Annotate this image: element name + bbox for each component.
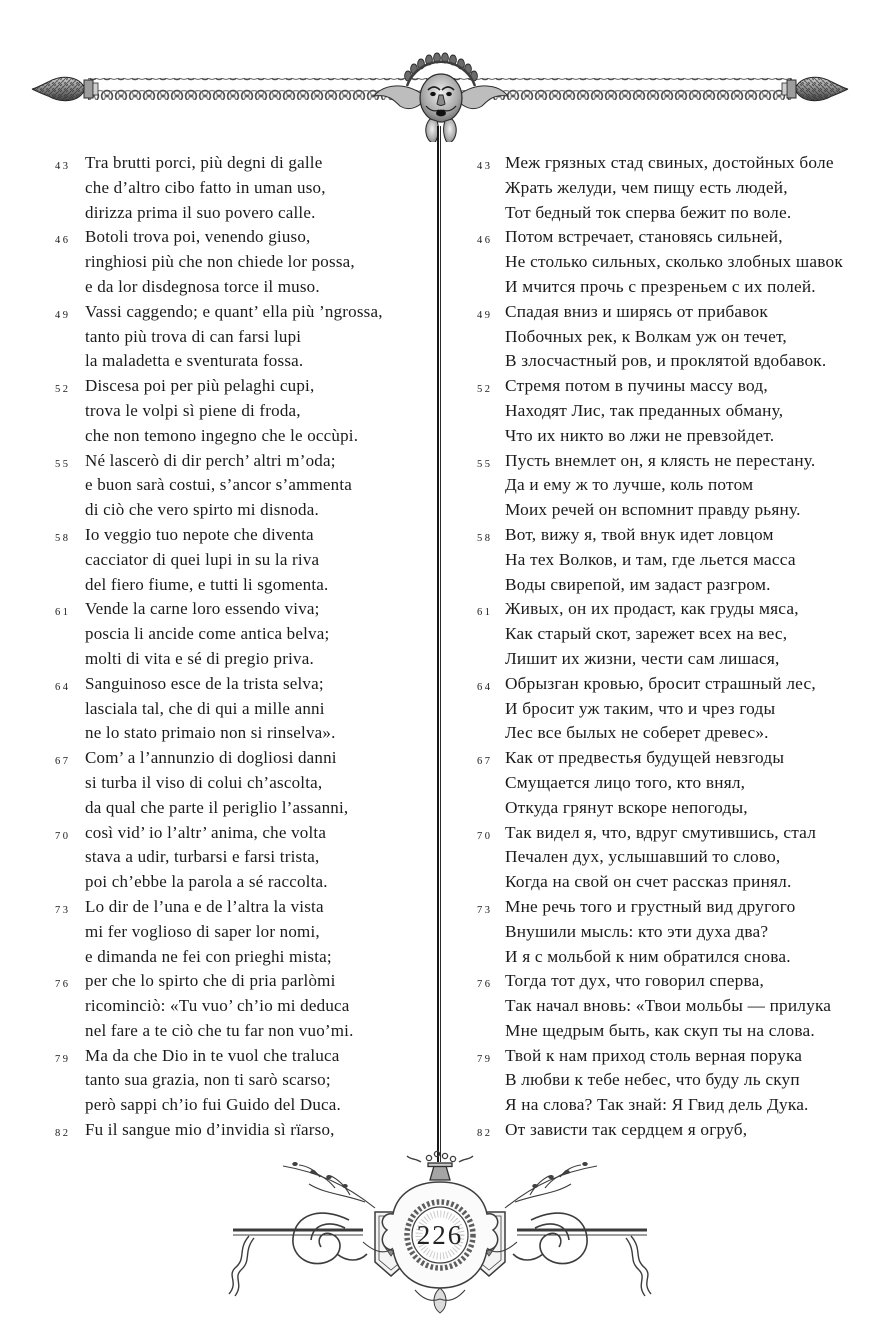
verse-lines [85, 374, 435, 448]
verse-number: 43 [55, 161, 71, 172]
verse-line: И бросит уж таким, что и чрез годы [505, 698, 776, 718]
verse-line: di ciò che vero spirto mi disnoda. [85, 500, 319, 520]
verse-line: Discesa poi per più pelaghi cupi, [85, 376, 315, 396]
verse-number: 67 [477, 756, 493, 768]
verse-number: 52 [477, 384, 493, 396]
verse-line: cacciator di quei lupi in su la riva [85, 549, 320, 569]
verse-line: Внушили мысль: кто эти духа два? [505, 921, 769, 941]
verse-line: e dimanda ne fei con prieghi mista; [85, 946, 332, 966]
verse-number: 67 [55, 756, 71, 768]
verse-lines [505, 374, 879, 448]
verse-number: 73 [55, 904, 71, 916]
verse-lines [505, 969, 879, 1043]
verse-number: 76 [477, 979, 493, 991]
verse-line: Tra brutti porci, più degni di galle [85, 153, 323, 172]
verse-number: 70 [55, 830, 71, 842]
verse-line: del fiero fiume, e tutti li sgomenta. [85, 574, 329, 594]
urn-icon [407, 1151, 473, 1180]
verse-line: Тогда тот дух, что говорил сперва, [505, 971, 764, 991]
verse-number: 43 [477, 161, 493, 172]
verse-lines [85, 1044, 435, 1118]
verse-line: Жрать желуди, чем пищу есть людей, [505, 177, 788, 197]
verse-line: Печален дух, услышавший то слово, [505, 847, 781, 867]
verse-lines [85, 1118, 435, 1143]
verse-number: 79 [55, 1053, 71, 1065]
verse-lines [505, 300, 879, 374]
verse-line: Смущается лицо того, кто внял, [505, 772, 746, 792]
verse-line: stava a udir, turbarsi e farsi trista, [85, 847, 320, 867]
verse-line: Vende la carne loro essendo viva; [85, 599, 320, 619]
tercet-group [55, 300, 435, 374]
verse-line: От зависти так сердцем я огруб, [505, 1120, 748, 1140]
verse-line: Обрызган кровью, бросит страшный лес, [505, 673, 816, 693]
verse-number: 82 [477, 1128, 493, 1140]
verse-line: И мчится прочь с презреньем с их полей. [505, 276, 816, 296]
verse-number: 76 [55, 979, 71, 991]
tercet-group [55, 672, 435, 746]
grotesque-lion-mask-icon [374, 53, 508, 142]
verse-lines [505, 895, 879, 969]
verse-line: Потом встречает, становясь сильней, [505, 227, 783, 247]
tercet-group [55, 151, 435, 225]
tercet-group [477, 225, 879, 299]
tercet-group [477, 597, 879, 671]
verse-line: tanto più trova di can farsi lupi [85, 326, 302, 346]
verse-number: 52 [55, 384, 71, 396]
tercet-group [55, 523, 435, 597]
verse-number: 58 [55, 532, 71, 544]
tercet-group [55, 597, 435, 671]
tercet-group [55, 746, 435, 820]
verse-line: Как старый скот, зарежет всех на вес, [505, 624, 788, 644]
verse-line: Моих речей он вспомнит правду рьяну. [505, 500, 801, 520]
verse-number: 64 [55, 681, 71, 693]
verse-line: Твой к нам приход столь верная порука [505, 1045, 803, 1065]
verse-number: 46 [477, 235, 493, 247]
verse-lines [85, 523, 435, 597]
verse-line: ringhiosi più che non chiede lor possa, [85, 252, 355, 272]
tercet-group [55, 821, 435, 895]
column-italian [55, 151, 435, 1147]
verse-number: 61 [477, 607, 493, 619]
verse-line: Откуда грянут вскоре непогоды, [505, 797, 748, 817]
verse-number: 46 [55, 235, 71, 247]
tercet-group [477, 895, 879, 969]
verse-line: nel fare a te ciò che tu far non vuo’mi. [85, 1020, 354, 1040]
verse-lines [505, 151, 879, 225]
verse-line: Vassi caggendo; e quant’ ella più ’ngrossa, [85, 301, 383, 321]
verse-line: Побочных рек, к Волкам уж он течет, [505, 326, 787, 346]
tercet-group [477, 1118, 879, 1147]
tercet-group [477, 821, 879, 895]
verse-line: così vid’ io l’altr’ anima, che volta [85, 822, 327, 842]
verse-line: Живых, он их продаст, как груды мяса, [505, 599, 799, 619]
verse-lines [505, 1118, 879, 1143]
verse-number: 79 [477, 1053, 493, 1065]
verse-line: si turba il viso di colui ch’ascolta, [85, 772, 323, 792]
tercet-group [477, 746, 879, 820]
tercet-group [55, 1044, 435, 1118]
verse-line: molti di vita e sé di pregio priva. [85, 648, 314, 668]
verse-number: 82 [55, 1128, 71, 1140]
verse-line: И я с мольбой к ним обратился снова. [505, 946, 791, 966]
verse-lines [85, 225, 435, 299]
verse-lines [505, 523, 879, 597]
verse-line: poscia li ancide come antica belva; [85, 624, 330, 644]
verse-lines [85, 821, 435, 895]
verse-line: В злосчастный ров, и проклятой вдобавок. [505, 351, 827, 371]
verse-line: Меж грязных стад свиных, достойных боле [505, 153, 834, 172]
verse-line: poi ch’ebbe la parola a sé raccolta. [85, 872, 328, 892]
verse-line: Пусть внемлет он, я клясть не перестану. [505, 450, 816, 470]
verse-lines [85, 895, 435, 969]
verse-line: la maladetta e sventurata fossa. [85, 351, 304, 371]
verse-number: 55 [55, 458, 71, 470]
verse-line: Né lascerò di dir perch’ altri m’oda; [85, 450, 336, 470]
verse-number: 49 [477, 309, 493, 321]
verse-line: Да и ему ж то лучше, коль потом [505, 475, 754, 495]
verse-lines [505, 449, 879, 523]
verse-line: tanto sua grazia, non ti sarò scarso; [85, 1070, 331, 1090]
verse-number: 73 [477, 904, 493, 916]
pinecone-finial-right-icon [782, 77, 848, 100]
verse-number: 61 [55, 607, 71, 619]
ribbon-tail-left-icon [229, 1236, 254, 1296]
verse-line: dirizza prima il suo povero calle. [85, 202, 316, 222]
tercet-group [55, 374, 435, 448]
verse-line: Io veggio tuo nepote che diventa [85, 524, 314, 544]
tercet-group [477, 449, 879, 523]
verse-line: e buon sarà costui, s’ancor s’ammenta [85, 475, 353, 495]
tercet-group [477, 523, 879, 597]
verse-line: trova le volpi sì piene di froda, [85, 400, 301, 420]
verse-number: 70 [477, 830, 493, 842]
verse-lines [85, 969, 435, 1043]
verse-line: ne lo stato primaio non si rinselva». [85, 723, 336, 743]
verse-lines [505, 746, 879, 820]
verse-line: Вот, вижу я, твой внук идет ловцом [505, 524, 774, 544]
verse-line: Botoli trova poi, venendo giuso, [85, 227, 311, 247]
pinecone-finial-left-icon [32, 77, 98, 100]
tercet-group [477, 969, 879, 1043]
verse-line: В любви к тебе небес, что буду ль скуп [505, 1070, 800, 1090]
verse-line: Fu il sangue mio d’invidia sì rïarso, [85, 1120, 335, 1140]
verse-lines [505, 597, 879, 671]
tercet-group [55, 449, 435, 523]
verse-line: lasciala tal, che di qui a mille anni [85, 698, 325, 718]
verse-line: Lo dir de l’una e de l’altra la vista [85, 896, 324, 916]
verse-line: Находят Лис, так преданных обману, [505, 400, 784, 420]
verse-lines [85, 151, 435, 225]
verse-lines [85, 300, 435, 374]
verse-line: Стремя потом в пучины массу вод, [505, 376, 768, 396]
verse-line: però sappi ch’io fui Guido del Duca. [85, 1095, 341, 1115]
verse-line: Com’ a l’annunzio di dogliosi danni [85, 748, 337, 768]
verse-line: che d’altro cibo fatto in uman uso, [85, 177, 326, 197]
verse-line: Sanguinoso esce de la trista selva; [85, 673, 324, 693]
verse-line: Мне речь того и грустный вид другого [505, 896, 796, 916]
verse-line: Так видел я, что, вдруг смутившись, стал [505, 822, 817, 842]
ribbon-tail-right-icon [626, 1236, 651, 1296]
verse-lines [85, 449, 435, 523]
acanthus-scroll-right-icon [513, 1213, 587, 1263]
verse-line: Тот бедный ток сперва бежит по воле. [505, 202, 792, 222]
tercet-group [55, 1118, 435, 1147]
verse-line: Спадая вниз и ширясь от прибавок [505, 301, 768, 321]
verse-line: mi fer voglioso di saper lor nomi, [85, 921, 320, 941]
verse-line: e da lor disdegnosa torce il muso. [85, 276, 320, 296]
verse-lines [85, 597, 435, 671]
verse-lines [505, 1044, 879, 1118]
verse-line: Лес все былых не соберет древес». [505, 723, 769, 743]
verse-line: Когда на свой он счет рассказ принял. [505, 872, 792, 892]
verse-lines [505, 821, 879, 895]
page-number: 226 [416, 1220, 464, 1250]
verse-line: da qual che parte il periglio l’assanni, [85, 797, 349, 817]
tercet-group [55, 895, 435, 969]
verse-number: 55 [477, 458, 493, 470]
tercet-group [55, 969, 435, 1043]
tercet-group [477, 374, 879, 448]
floral-spray-right-icon [505, 1163, 597, 1208]
tercet-group [477, 300, 879, 374]
verse-line: Что их никто во лжи не превзойдет. [505, 425, 775, 445]
verse-line: Как от предвестья будущей невзгоды [505, 748, 785, 768]
verse-line: ricominciò: «Tu vuo’ ch’io mi deduca [85, 996, 350, 1016]
verse-line: Не столько сильных, сколько злобных шавок [505, 252, 843, 272]
verse-line: Я на слова? Так знай: Я Гвид дель Дука. [505, 1095, 809, 1115]
verse-number: 49 [55, 309, 71, 321]
verse-line: Так начал вновь: «Твои мольбы — прилука [505, 996, 832, 1016]
tercet-group [55, 225, 435, 299]
verse-number: 58 [477, 532, 493, 544]
column-russian [477, 151, 879, 1147]
verse-lines [505, 225, 879, 299]
acanthus-scroll-left-icon [293, 1213, 367, 1263]
tercet-group [477, 672, 879, 746]
verse-line: Ma da che Dio in te vuol che traluca [85, 1045, 340, 1065]
verse-line: Мне щедрым быть, как скуп ты на слова. [505, 1020, 815, 1040]
verse-line: Воды свирепой, им задаст разгром. [505, 574, 771, 594]
verse-line: Лишит их жизни, чести сам лишася, [505, 648, 780, 668]
tercet-group [477, 1044, 879, 1118]
verse-number: 64 [477, 681, 493, 693]
verse-line: per che lo spirto che di pria parlòmi [85, 971, 336, 991]
tercet-group [477, 151, 879, 225]
floral-spray-left-icon [283, 1163, 375, 1208]
verse-lines [505, 672, 879, 746]
verse-line: На тех Волков, и там, где льется масса [505, 549, 796, 569]
verse-line: che non temono ingegno che le occùpi. [85, 425, 359, 445]
verse-lines [85, 746, 435, 820]
column-divider-rule [437, 126, 441, 1162]
verse-lines [85, 672, 435, 746]
